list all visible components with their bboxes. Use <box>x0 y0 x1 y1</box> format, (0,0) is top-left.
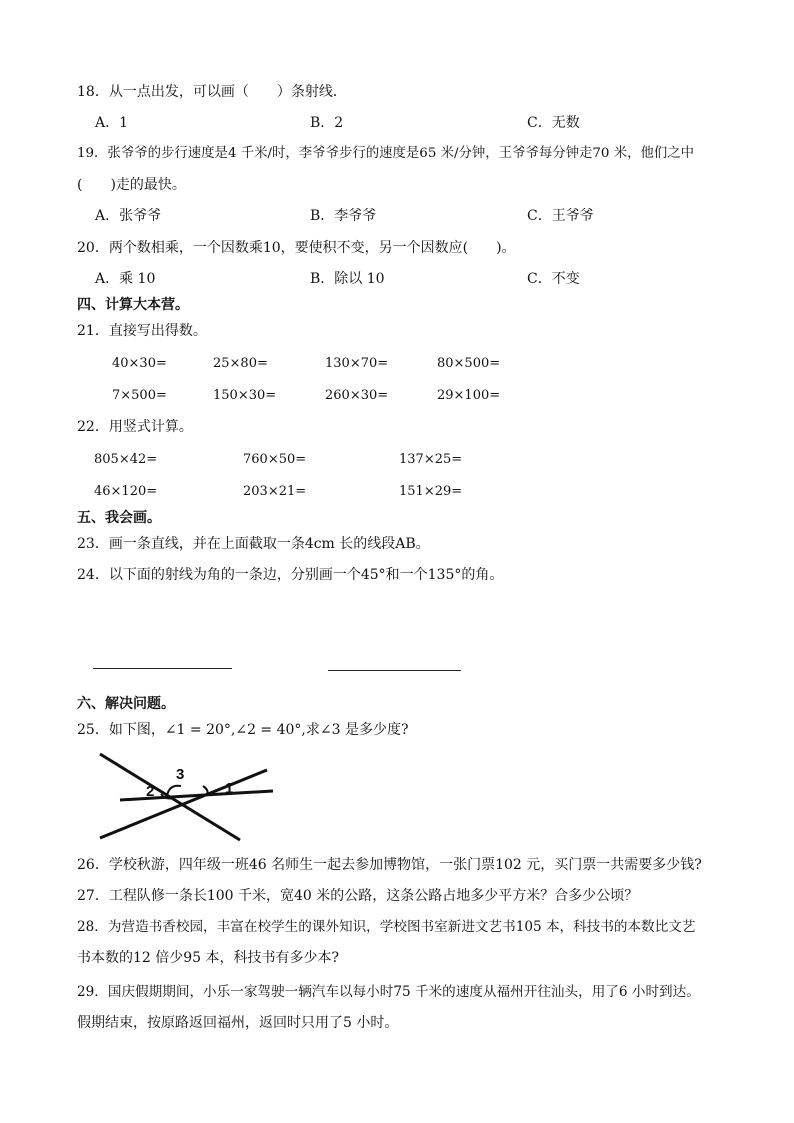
q19-option-a: A．张爷爷 <box>95 208 162 224</box>
q20-option-a: A．乘 10 <box>95 271 156 287</box>
figure-label-1: 1 <box>225 780 234 797</box>
q21-item: 29×100= <box>437 388 501 403</box>
q22-item: 46×120= <box>94 484 158 499</box>
q21-item: 7×500= <box>112 388 167 403</box>
q21-item: 260×30= <box>325 388 389 403</box>
angle-figure <box>95 748 295 848</box>
angle-arc-3 <box>167 786 181 796</box>
angle-arc-1 <box>203 786 208 794</box>
question-24: 24．以下面的射线为角的一条边，分别画一个45°和一个135°的角。 <box>77 567 504 583</box>
q21-item: 40×30= <box>112 356 167 371</box>
question-20: 20．两个数相乘，一个因数乘10，要使积不变，另一个因数应( )。 <box>77 240 516 256</box>
q18-option-c: C．无数 <box>527 115 580 131</box>
ray-line-right <box>328 670 461 671</box>
q22-item: 760×50= <box>243 452 307 467</box>
q22-item: 805×42= <box>94 452 158 467</box>
question-19-line1: 19．张爷爷的步行速度是4 千米/时，李爷爷步行的速度是65 米/分钟，王爷爷每分钟走70 米，他们之中 <box>77 146 695 161</box>
question-23: 23．画一条直线，并在上面截取一条4cm 长的线段AB。 <box>77 536 430 552</box>
q20-option-b: B．除以 10 <box>310 271 385 287</box>
q21-item: 130×70= <box>325 356 389 371</box>
q18-option-b: B．2 <box>310 115 344 131</box>
q21-item: 25×80= <box>213 356 268 371</box>
section-4-title: 四、计算大本营。 <box>77 297 189 313</box>
section-5-title: 五、我会画。 <box>77 510 161 526</box>
q19-option-b: B．李爷爷 <box>310 208 377 224</box>
question-28-line1: 28．为营造书香校园，丰富在校学生的课外知识，学校图书室新进文艺书105 本，科技书的本数比文艺 <box>77 919 696 935</box>
figure-label-2: 2 <box>146 783 155 800</box>
q22-item: 151×29= <box>399 484 463 499</box>
question-25: 25．如下图，∠1 = 20°,∠2 = 40°,求∠3 是多少度? <box>77 722 409 738</box>
question-26: 26．学校秋游，四年级一班46 名师生一起去参加博物馆，一张门票102 元，买门票一共需要多少钱? <box>77 857 702 873</box>
question-27: 27．工程队修一条长100 千米，宽40 米的公路，这条公路占地多少平方米？合多少公顷？ <box>77 888 639 904</box>
figure-label-3: 3 <box>176 766 185 783</box>
question-19-line2: ( )走的最快。 <box>77 177 186 193</box>
question-21: 21．直接写出得数。 <box>77 323 207 339</box>
q22-item: 137×25= <box>399 452 463 467</box>
question-28-line2: 书本数的12 倍少95 本，科技书有多少本? <box>77 950 340 966</box>
question-29-line2: 假期结束，按原路返回福州，返回时只用了5 小时。 <box>77 1015 399 1031</box>
question-29-line1: 29．国庆假期期间，小乐一家驾驶一辆汽车以每小时75 千米的速度从福州开往汕头，用了6 小时到达。 <box>77 984 700 1000</box>
q21-item: 150×30= <box>213 388 277 403</box>
q22-item: 203×21= <box>243 484 307 499</box>
q20-option-c: C．不变 <box>527 271 580 287</box>
q21-item: 80×500= <box>437 356 501 371</box>
question-22: 22．用竖式计算。 <box>77 419 193 435</box>
question-18: 18．从一点出发，可以画（ ）条射线． <box>77 84 347 100</box>
section-6-title: 六、解决问题。 <box>77 696 175 712</box>
q19-option-c: C．王爷爷 <box>527 208 594 224</box>
ray-line-left <box>93 668 232 669</box>
q18-option-a: A．1 <box>95 115 129 131</box>
